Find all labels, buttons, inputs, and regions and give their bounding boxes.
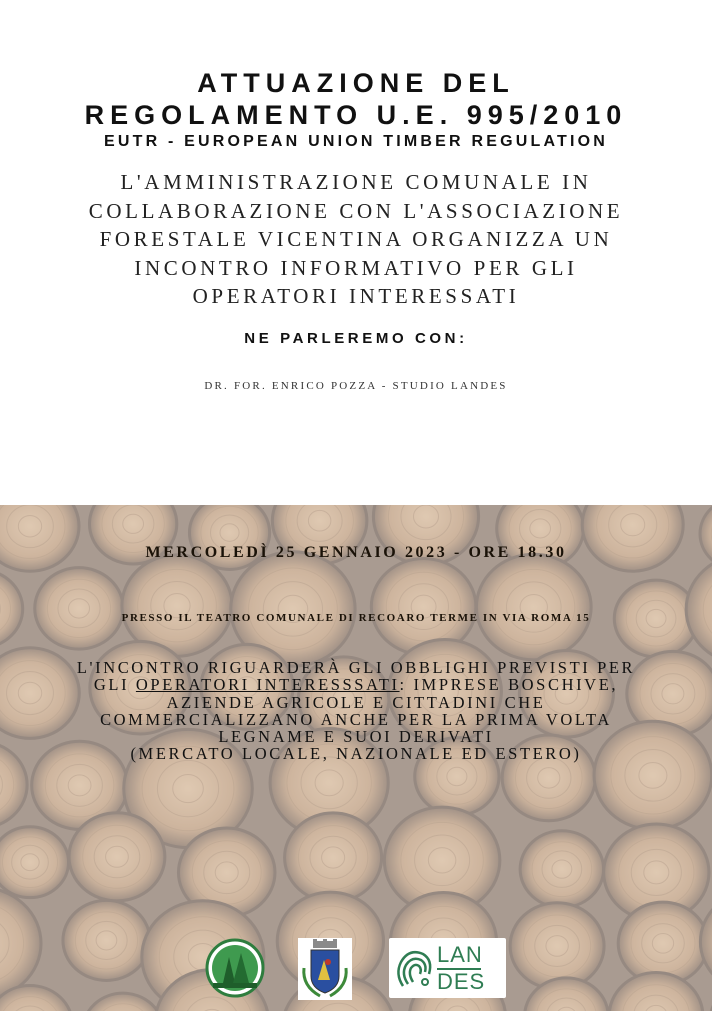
title-line-2: REGOLAMENTO U.E. 995/2010 bbox=[84, 100, 628, 130]
intro-line: FORESTALE VICENTINA ORGANIZZA UN bbox=[99, 227, 613, 251]
landes-wordmark bbox=[437, 944, 485, 993]
forestry-association-logo bbox=[205, 937, 265, 999]
tree-emblem-icon bbox=[205, 937, 265, 999]
description-line: (MERCATO LOCALE, NAZIONALE ED ESTERO) bbox=[130, 744, 582, 764]
coat-of-arms-icon bbox=[298, 938, 352, 1000]
title-line-1: ATTUAZIONE DEL bbox=[197, 68, 515, 98]
description-line: L'INCONTRO RIGUARDERÀ GLI OBBLIGHI PREVISTI PER bbox=[76, 658, 636, 677]
header-section bbox=[0, 0, 712, 505]
description-line: AZIENDE AGRICOLE E CITTADINI CHE bbox=[166, 692, 546, 712]
operators-link[interactable]: OPERATORI INTERESSSATI bbox=[135, 675, 400, 695]
speakers-heading: NE PARLEREMO CON: bbox=[244, 330, 468, 347]
landes-wordmark-top: LAN bbox=[437, 942, 483, 967]
event-place: PRESSO IL TEATRO COMUNALE DI RECOARO TERME IN VIA ROMA 15 bbox=[121, 612, 591, 624]
intro-text bbox=[20, 168, 692, 311]
event-description bbox=[20, 659, 692, 763]
speaker-name: DR. FOR. ENRICO POZZA - STUDIO LANDES bbox=[204, 380, 508, 392]
landes-wordmark-bottom: DES bbox=[437, 969, 486, 994]
description-line: COMMERCIALIZZANO ANCHE PER LA PRIMA VOLTA bbox=[100, 709, 612, 729]
landes-studio-logo bbox=[389, 938, 506, 998]
intro-line: OPERATORI INTERESSATI bbox=[192, 284, 520, 308]
intro-line: INCONTRO INFORMATIVO PER GLI bbox=[134, 255, 578, 280]
fingerprint-icon bbox=[389, 938, 437, 998]
event-date: MERCOLEDÌ 25 GENNAIO 2023 - ORE 18.30 bbox=[145, 544, 567, 561]
description-text: : IMPRESE BOSCHIVE, bbox=[399, 675, 619, 695]
intro-line: L'AMMINISTRAZIONE COMUNALE IN bbox=[120, 170, 592, 194]
intro-line: COLLABORAZIONE CON L'ASSOCIAZIONE bbox=[88, 198, 624, 223]
municipality-coat-of-arms bbox=[298, 938, 352, 1000]
subtitle: EUTR - EUROPEAN UNION TIMBER REGULATION bbox=[103, 133, 609, 150]
description-text: GLI bbox=[93, 675, 136, 695]
description-line: LEGNAME E SUOI DERIVATI bbox=[218, 727, 494, 747]
description-line bbox=[20, 676, 692, 693]
